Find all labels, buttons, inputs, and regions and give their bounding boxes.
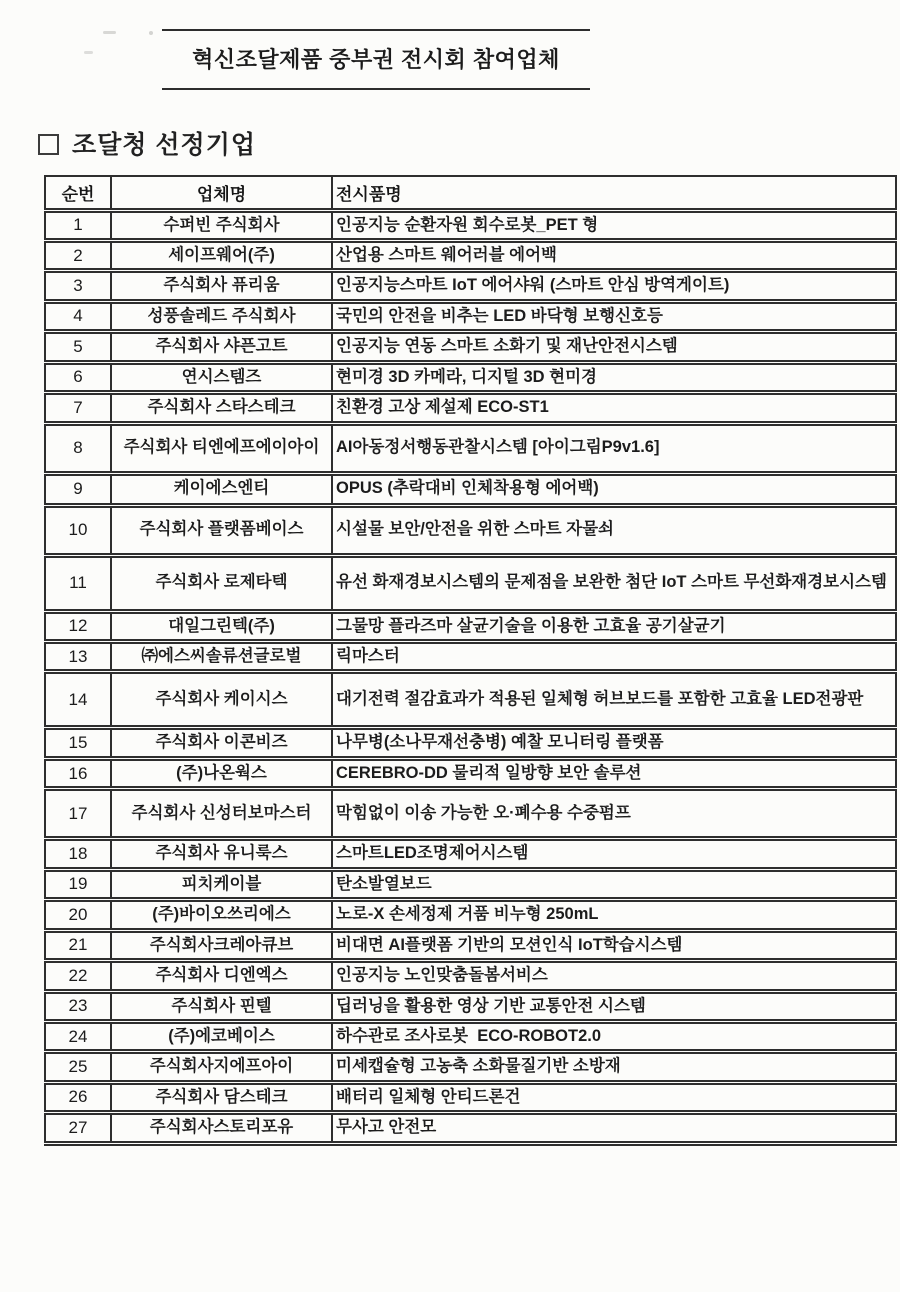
- cell-no: 8: [45, 423, 111, 473]
- table-row: [45, 1052, 896, 1082]
- cell-company: 주식회사 퓨리움: [111, 271, 332, 301]
- cell-no: 14: [45, 672, 111, 728]
- table-row: [45, 642, 896, 672]
- table-body: [45, 210, 896, 1143]
- checkbox-square-icon: [38, 134, 59, 155]
- cell-product: 나무병(소나무재선충병) 예찰 모니터링 플랫폼: [332, 728, 896, 758]
- table-row: [45, 505, 896, 555]
- table-row: [45, 839, 896, 869]
- cell-company: 주식회사 유니룩스: [111, 839, 332, 869]
- table-row: [45, 930, 896, 960]
- cell-company: 연시스템즈: [111, 362, 332, 392]
- cell-product: CEREBRO-DD 물리적 일방향 보안 솔루션: [332, 758, 896, 788]
- table-row: [45, 240, 896, 270]
- cell-product: 스마트LED조명제어시스템: [332, 839, 896, 869]
- table-row: [45, 473, 896, 505]
- cell-company: ㈜에스씨솔류션글로벌: [111, 642, 332, 672]
- table-row: [45, 1082, 896, 1112]
- cell-company: 성풍솔레드 주식회사: [111, 301, 332, 331]
- table-header-row: [45, 176, 896, 210]
- document-title-block: [162, 29, 590, 90]
- cell-no: 17: [45, 789, 111, 839]
- cell-no: 4: [45, 301, 111, 331]
- cell-product: AI아동정서행동관찰시스템 [아이그림P9v1.6]: [332, 423, 896, 473]
- cell-no: 20: [45, 900, 111, 930]
- table-row: [45, 1113, 896, 1143]
- cell-product: 인공지능스마트 IoT 에어샤워 (스마트 안심 방역게이트): [332, 271, 896, 301]
- cell-company: 주식회사 케이시스: [111, 672, 332, 728]
- cell-product: 유선 화재경보시스템의 문제점을 보완한 첨단 IoT 스마트 무선화재경보시스템: [332, 555, 896, 611]
- scan-artifact-dot: [149, 31, 153, 35]
- cell-no: 10: [45, 505, 111, 555]
- table-row: [45, 423, 896, 473]
- cell-product: 하수관로 조사로봇 ECO-ROBOT2.0: [332, 1021, 896, 1051]
- cell-no: 21: [45, 930, 111, 960]
- cell-product: 인공지능 노인맞춤돌봄서비스: [332, 961, 896, 991]
- cell-company: 주식회사 핀텔: [111, 991, 332, 1021]
- table-row: [45, 900, 896, 930]
- page-title: 혁신조달제품 중부권 전시회 참여업체: [192, 47, 560, 72]
- cell-company: 주식회사 이콘비즈: [111, 728, 332, 758]
- table-row: [45, 1021, 896, 1051]
- cell-no: 6: [45, 362, 111, 392]
- table-row: [45, 393, 896, 423]
- cell-company: 케이에스엔티: [111, 473, 332, 505]
- table-row: [45, 869, 896, 899]
- cell-company: 주식회사 디엔엑스: [111, 961, 332, 991]
- cell-no: 15: [45, 728, 111, 758]
- scan-artifact-dash: [103, 31, 116, 34]
- cell-product: 친환경 고상 제설제 ECO-ST1: [332, 393, 896, 423]
- header-company: 업체명: [111, 176, 332, 210]
- table-row: [45, 210, 896, 240]
- cell-product: 무사고 안전모: [332, 1113, 896, 1143]
- cell-company: 주식회사 신성터보마스터: [111, 789, 332, 839]
- cell-product: 시설물 보안/안전을 위한 스마트 자물쇠: [332, 505, 896, 555]
- cell-no: 24: [45, 1021, 111, 1051]
- cell-no: 27: [45, 1113, 111, 1143]
- cell-product: OPUS (추락대비 인체착용형 에어백): [332, 473, 896, 505]
- cell-company: 주식회사 로제타텍: [111, 555, 332, 611]
- cell-product: 막힘없이 이송 가능한 오·폐수용 수중펌프: [332, 789, 896, 839]
- cell-product: 배터리 일체형 안티드론건: [332, 1082, 896, 1112]
- cell-company: 주식회사 티엔에프에이아이: [111, 423, 332, 473]
- cell-company: 주식회사 플랫폼베이스: [111, 505, 332, 555]
- cell-product: 미세캡슐형 고농축 소화물질기반 소방재: [332, 1052, 896, 1082]
- table-row: [45, 362, 896, 392]
- cell-product: 비대면 AI플랫폼 기반의 모션인식 IoT학습시스템: [332, 930, 896, 960]
- cell-company: (주)나온웍스: [111, 758, 332, 788]
- cell-company: 수퍼빈 주식회사: [111, 210, 332, 240]
- cell-no: 18: [45, 839, 111, 869]
- table-row: [45, 332, 896, 362]
- header-product: 전시품명: [332, 176, 896, 210]
- cell-product: 대기전력 절감효과가 적용된 일체형 허브보드를 포함한 고효율 LED전광판: [332, 672, 896, 728]
- cell-company: 주식회사 스타스테크: [111, 393, 332, 423]
- cell-no: 22: [45, 961, 111, 991]
- cell-no: 3: [45, 271, 111, 301]
- cell-product: 딥러닝을 활용한 영상 기반 교통안전 시스템: [332, 991, 896, 1021]
- cell-no: 26: [45, 1082, 111, 1112]
- cell-no: 16: [45, 758, 111, 788]
- table-row: [45, 961, 896, 991]
- cell-company: 세이프웨어(주): [111, 240, 332, 270]
- cell-company: (주)에코베이스: [111, 1021, 332, 1051]
- table-row: [45, 991, 896, 1021]
- cell-product: 인공지능 순환자원 회수로봇_PET 형: [332, 210, 896, 240]
- cell-product: 현미경 3D 카메라, 디지털 3D 현미경: [332, 362, 896, 392]
- cell-no: 5: [45, 332, 111, 362]
- cell-company: 대일그린텍(주): [111, 611, 332, 641]
- table-row: [45, 611, 896, 641]
- header-no: 순번: [45, 176, 111, 210]
- section-heading-label: 조달청 선정기업: [72, 131, 256, 159]
- cell-no: 9: [45, 473, 111, 505]
- cell-company: 주식회사 샤픈고트: [111, 332, 332, 362]
- table-row: [45, 301, 896, 331]
- cell-no: 2: [45, 240, 111, 270]
- cell-product: 노로-X 손세정제 거품 비누형 250mL: [332, 900, 896, 930]
- table-row: [45, 728, 896, 758]
- cell-no: 1: [45, 210, 111, 240]
- section-heading: [38, 125, 256, 161]
- cell-no: 12: [45, 611, 111, 641]
- table-row: [45, 758, 896, 788]
- companies-table: [44, 175, 897, 1146]
- cell-no: 23: [45, 991, 111, 1021]
- cell-no: 13: [45, 642, 111, 672]
- cell-company: 주식회사크레아큐브: [111, 930, 332, 960]
- table-row: [45, 789, 896, 839]
- cell-product: 탄소발열보드: [332, 869, 896, 899]
- cell-product: 그물망 플라즈마 살균기술을 이용한 고효율 공기살균기: [332, 611, 896, 641]
- cell-company: 주식회사스토리포유: [111, 1113, 332, 1143]
- cell-company: 피치케이블: [111, 869, 332, 899]
- cell-no: 7: [45, 393, 111, 423]
- cell-company: (주)바이오쓰리에스: [111, 900, 332, 930]
- table-row: [45, 672, 896, 728]
- cell-product: 국민의 안전을 비추는 LED 바닥형 보행신호등: [332, 301, 896, 331]
- cell-product: 인공지능 연동 스마트 소화기 및 재난안전시스템: [332, 332, 896, 362]
- scan-artifact-mark: [84, 51, 93, 54]
- cell-company: 주식회사지에프아이: [111, 1052, 332, 1082]
- table-row: [45, 271, 896, 301]
- cell-no: 11: [45, 555, 111, 611]
- cell-product: 릭마스터: [332, 642, 896, 672]
- cell-company: 주식회사 담스테크: [111, 1082, 332, 1112]
- cell-product: 산업용 스마트 웨어러블 에어백: [332, 240, 896, 270]
- table-row: [45, 555, 896, 611]
- cell-no: 25: [45, 1052, 111, 1082]
- cell-no: 19: [45, 869, 111, 899]
